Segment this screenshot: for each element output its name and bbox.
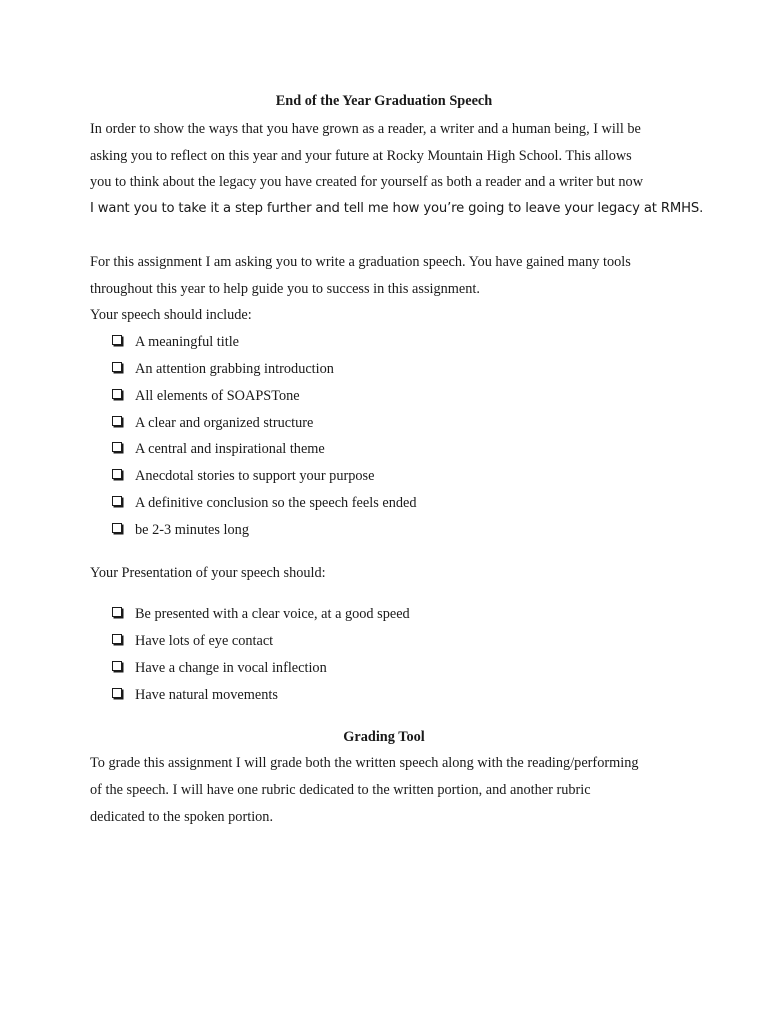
intro-line-3: you to think about the legacy you have created for yourself as both a reader and a writer but now bbox=[90, 174, 644, 190]
speech-item bbox=[112, 522, 249, 539]
checkbox-icon bbox=[112, 416, 122, 426]
speech-item-label: Anecdotal stories to support your purpose bbox=[135, 468, 375, 484]
speech-item bbox=[112, 441, 325, 458]
checkbox-icon bbox=[112, 442, 122, 452]
checkbox-icon bbox=[112, 523, 122, 533]
grading-line-3: dedicated to the spoken portion. bbox=[90, 809, 274, 825]
speech-item-label: A definitive conclusion so the speech feels ended bbox=[135, 495, 417, 511]
speech-item-label: A clear and organized structure bbox=[135, 415, 314, 431]
speech-item-label: An attention grabbing introduction bbox=[135, 361, 334, 377]
checkbox-icon bbox=[112, 469, 122, 479]
checkbox-icon bbox=[112, 607, 122, 617]
speech-item-label: All elements of SOAPSTone bbox=[135, 388, 300, 404]
grading-line-1: To grade this assignment I will grade both the written speech along with the reading/performing bbox=[90, 755, 639, 771]
presentation-item bbox=[112, 660, 327, 677]
presentation-item bbox=[112, 606, 410, 623]
presentation-item-label: Have a change in vocal inflection bbox=[135, 660, 327, 676]
speech-item bbox=[112, 468, 374, 485]
assignment-line-2: throughout this year to help guide you to success in this assignment. bbox=[90, 281, 480, 297]
checkbox-icon bbox=[112, 496, 122, 506]
presentation-item bbox=[112, 633, 273, 650]
checkbox-icon bbox=[112, 634, 122, 644]
grading-title: Grading Tool bbox=[343, 729, 425, 745]
intro-line-1: In order to show the ways that you have grown as a reader, a writer and a human being, I will be bbox=[90, 121, 641, 137]
document-title: End of the Year Graduation Speech bbox=[275, 93, 493, 109]
speech-item bbox=[112, 334, 239, 351]
intro-line-2: asking you to reflect on this year and your future at Rocky Mountain High School. This allows bbox=[90, 148, 632, 164]
assignment-line-1: For this assignment I am asking you to write a graduation speech. You have gained many tools bbox=[90, 254, 631, 270]
speech-item bbox=[112, 495, 416, 512]
presentation-item bbox=[112, 687, 278, 704]
speech-item bbox=[112, 388, 300, 405]
checkbox-icon bbox=[112, 335, 122, 345]
checkbox-icon bbox=[112, 688, 122, 698]
checkbox-icon bbox=[112, 661, 122, 671]
checkbox-icon bbox=[112, 389, 122, 399]
presentation-item-label: Have lots of eye contact bbox=[135, 633, 274, 649]
checkbox-icon bbox=[112, 362, 122, 372]
presentation-heading: Your Presentation of your speech should: bbox=[90, 565, 326, 581]
speech-item-label: A central and inspirational theme bbox=[135, 441, 325, 457]
speech-include-heading: Your speech should include: bbox=[90, 307, 252, 323]
speech-item bbox=[112, 361, 334, 378]
grading-line-2: of the speech. I will have one rubric dedicated to the written portion, and another rubric bbox=[90, 782, 591, 798]
intro-line-4: I want you to take it a step further and tell me how you’re going to leave your legacy at RMHS. bbox=[90, 201, 704, 216]
presentation-item-label: Be presented with a clear voice, at a good speed bbox=[135, 606, 410, 622]
presentation-item-label: Have natural movements bbox=[135, 687, 278, 703]
speech-item bbox=[112, 415, 313, 432]
speech-item-label: A meaningful title bbox=[135, 334, 240, 350]
speech-item-label: be 2-3 minutes long bbox=[135, 522, 249, 538]
